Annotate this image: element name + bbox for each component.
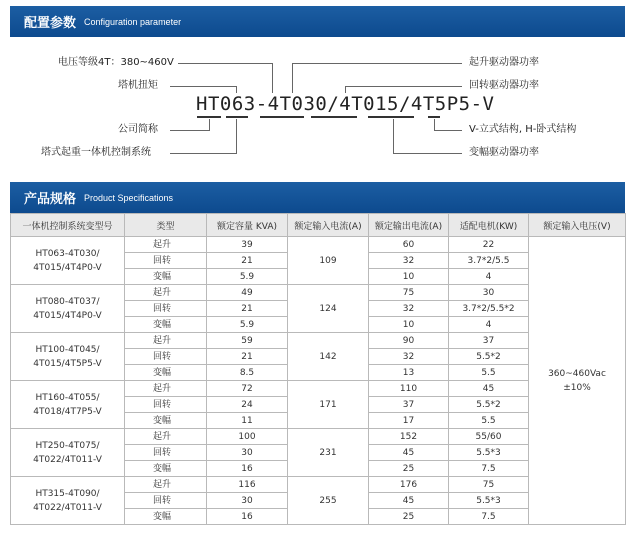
label-system: 塔式起重一体机控制系统 — [41, 147, 151, 158]
model-line-1: HT250-4T075/ — [35, 440, 100, 451]
type-cell: 起升 — [125, 429, 207, 445]
type-cell: 变幅 — [125, 413, 207, 429]
input-current-cell: 142 — [288, 333, 369, 381]
type-cell: 变幅 — [125, 461, 207, 477]
type-cell: 回转 — [125, 397, 207, 413]
kva-cell: 72 — [207, 381, 288, 397]
underline-system-digits — [226, 116, 248, 118]
config-title-en: Configuration parameter — [84, 16, 182, 27]
motor-cell: 30 — [449, 285, 529, 301]
model-line-1: HT160-4T055/ — [35, 392, 100, 403]
kva-cell: 59 — [207, 333, 288, 349]
label-tower-torque: 塔机扭矩 — [118, 80, 158, 91]
motor-cell: 5.5*2 — [449, 397, 529, 413]
type-cell: 变幅 — [125, 317, 207, 333]
input-current-cell: 171 — [288, 381, 369, 429]
output-current-cell: 176 — [369, 477, 449, 493]
underline-slewing — [311, 116, 357, 118]
output-current-cell: 25 — [369, 509, 449, 525]
motor-cell: 3.7*2/5.5 — [449, 253, 529, 269]
model-cell — [11, 333, 125, 381]
kva-cell: 24 — [207, 397, 288, 413]
motor-cell: 22 — [449, 237, 529, 253]
model-line-1: HT100-4T045/ — [35, 344, 100, 355]
kva-cell: 39 — [207, 237, 288, 253]
input-current-cell: 124 — [288, 285, 369, 333]
output-current-cell: 37 — [369, 397, 449, 413]
label-structure: V-立式结构, H-卧式结构 — [469, 124, 577, 135]
header-type: 类型 — [125, 214, 207, 237]
type-cell: 变幅 — [125, 509, 207, 525]
header-motor: 适配电机(KW) — [449, 214, 529, 237]
header-input-voltage: 额定输入电压(V) — [529, 214, 626, 237]
model-line-2: 4T015/4T4P0-V — [33, 262, 102, 273]
model-cell — [11, 477, 125, 525]
model-line-2: 4T015/4T4P0-V — [33, 310, 102, 321]
type-cell: 起升 — [125, 477, 207, 493]
type-cell: 变幅 — [125, 269, 207, 285]
type-cell: 起升 — [125, 381, 207, 397]
motor-cell: 7.5 — [449, 509, 529, 525]
spec-title-en: Product Specifications — [84, 192, 174, 203]
output-current-cell: 75 — [369, 285, 449, 301]
type-cell: 回转 — [125, 301, 207, 317]
underline-structure — [428, 116, 440, 118]
underline-luffing — [368, 116, 414, 118]
motor-cell: 3.7*2/5.5*2 — [449, 301, 529, 317]
model-line-2: 4T018/4T7P5-V — [33, 406, 102, 417]
kva-cell: 16 — [207, 509, 288, 525]
model-line-1: HT080-4T037/ — [35, 296, 100, 307]
spec-table-header-row — [11, 214, 626, 237]
kva-cell: 11 — [207, 413, 288, 429]
motor-cell: 5.5*2 — [449, 349, 529, 365]
kva-cell: 49 — [207, 285, 288, 301]
label-hoist-power: 起升驱动器功率 — [469, 57, 539, 68]
kva-cell: 21 — [207, 349, 288, 365]
motor-cell: 5.5 — [449, 413, 529, 429]
model-line-1: HT063-4T030/ — [35, 248, 100, 259]
input-current-cell: 109 — [288, 237, 369, 285]
motor-cell: 55/60 — [449, 429, 529, 445]
config-section-header — [10, 6, 625, 37]
kva-cell: 30 — [207, 445, 288, 461]
motor-cell: 5.5*3 — [449, 445, 529, 461]
input-current-cell: 255 — [288, 477, 369, 525]
output-current-cell: 32 — [369, 253, 449, 269]
output-current-cell: 10 — [369, 269, 449, 285]
table-row — [11, 237, 626, 253]
kva-cell: 8.5 — [207, 365, 288, 381]
kva-cell: 5.9 — [207, 317, 288, 333]
output-current-cell: 13 — [369, 365, 449, 381]
input-voltage-tolerance: ±10% — [563, 382, 591, 393]
spec-title: 产品规格 — [24, 192, 77, 207]
model-line-2: 4T022/4T011-V — [33, 502, 102, 513]
header-kva: 额定容量 KVA) — [207, 214, 288, 237]
output-current-cell: 60 — [369, 237, 449, 253]
model-line-2: 4T015/4T5P5-V — [33, 358, 102, 369]
type-cell: 变幅 — [125, 365, 207, 381]
output-current-cell: 45 — [369, 445, 449, 461]
label-company: 公司简称 — [118, 124, 158, 135]
input-voltage-range: 360~460Vac — [548, 368, 606, 379]
motor-cell: 4 — [449, 269, 529, 285]
label-slewing-power: 回转驱动器功率 — [469, 80, 539, 91]
kva-cell: 116 — [207, 477, 288, 493]
type-cell: 回转 — [125, 253, 207, 269]
kva-cell: 16 — [207, 461, 288, 477]
motor-cell: 37 — [449, 333, 529, 349]
label-luffing-power: 变幅驱动器功率 — [469, 147, 539, 158]
kva-cell: 21 — [207, 253, 288, 269]
model-cell — [11, 237, 125, 285]
output-current-cell: 32 — [369, 301, 449, 317]
kva-cell: 100 — [207, 429, 288, 445]
output-current-cell: 10 — [369, 317, 449, 333]
type-cell: 起升 — [125, 237, 207, 253]
kva-cell: 5.9 — [207, 269, 288, 285]
type-cell: 回转 — [125, 493, 207, 509]
model-cell — [11, 429, 125, 477]
motor-cell: 5.5*3 — [449, 493, 529, 509]
type-cell: 回转 — [125, 445, 207, 461]
model-code-diagram — [0, 40, 635, 180]
output-current-cell: 17 — [369, 413, 449, 429]
model-code: HT063-4T030/4T015/4T5P5-V — [196, 93, 495, 115]
label-voltage: 电压等级4T：380~460V — [58, 57, 174, 68]
output-current-cell: 25 — [369, 461, 449, 477]
kva-cell: 30 — [207, 493, 288, 509]
header-input-current: 额定输入电流(A) — [288, 214, 369, 237]
model-line-1: HT315-4T090/ — [35, 488, 100, 499]
config-title: 配置参数 — [24, 16, 77, 31]
spec-table — [10, 213, 626, 525]
type-cell: 回转 — [125, 349, 207, 365]
output-current-cell: 45 — [369, 493, 449, 509]
underline-voltage-hoist — [260, 116, 304, 118]
type-cell: 起升 — [125, 285, 207, 301]
motor-cell: 45 — [449, 381, 529, 397]
header-model: 一体机控制系统变型号 — [11, 214, 125, 237]
input-current-cell: 231 — [288, 429, 369, 477]
motor-cell: 5.5 — [449, 365, 529, 381]
output-current-cell: 90 — [369, 333, 449, 349]
model-cell — [11, 285, 125, 333]
model-line-2: 4T022/4T011-V — [33, 454, 102, 465]
header-output-current: 额定输出电流(A) — [369, 214, 449, 237]
spec-section-header — [10, 182, 625, 213]
motor-cell: 75 — [449, 477, 529, 493]
type-cell: 起升 — [125, 333, 207, 349]
kva-cell: 21 — [207, 301, 288, 317]
motor-cell: 7.5 — [449, 461, 529, 477]
output-current-cell: 152 — [369, 429, 449, 445]
output-current-cell: 32 — [369, 349, 449, 365]
model-cell — [11, 381, 125, 429]
input-voltage-cell — [529, 237, 626, 525]
output-current-cell: 110 — [369, 381, 449, 397]
underline-company — [197, 116, 221, 118]
motor-cell: 4 — [449, 317, 529, 333]
